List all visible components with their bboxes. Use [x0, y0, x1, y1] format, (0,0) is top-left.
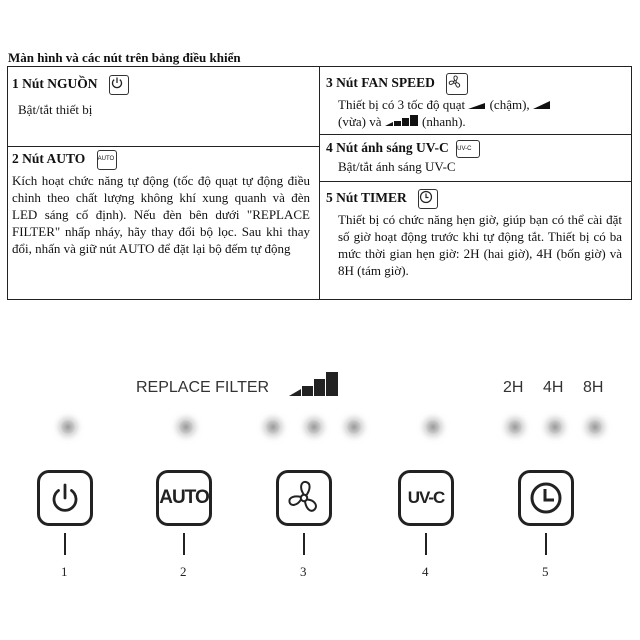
cell-fan-speed [326, 73, 626, 130]
uv-c-icon: UV-C [456, 140, 480, 158]
cell-timer-title [326, 189, 622, 209]
callout-number-3: 3 [300, 564, 307, 579]
led-replace-filter [179, 420, 193, 434]
power-icon [48, 481, 82, 515]
cell-uvc [326, 139, 626, 175]
cell-power-title [12, 75, 312, 95]
callout-line-4 [425, 533, 427, 555]
led-speed-high [347, 420, 361, 434]
callout-line-5 [545, 533, 547, 555]
led-speed-low [266, 420, 280, 434]
cell-fan-speed-title [326, 73, 626, 95]
cell-fan-speed-title-text: 3 Nút FAN SPEED [326, 75, 435, 91]
fan-icon [446, 73, 468, 95]
cell-fan-speed-text [326, 96, 626, 130]
callout-line-3 [303, 533, 305, 555]
control-panel [0, 352, 640, 592]
led-replace-filter-left [61, 420, 75, 434]
medium-speed-icon [533, 100, 551, 109]
uv-c-button-label: UV-C [407, 488, 445, 507]
timer-8h-label: 8H [583, 379, 604, 396]
table-divider-vertical [319, 67, 320, 299]
cell-auto-title [12, 150, 310, 170]
cell-power-title-text: 1 Nút NGUỒN [12, 76, 98, 92]
cell-timer [326, 189, 622, 279]
cell-power-text: Bật/tắt thiết bị [18, 102, 93, 117]
led-timer-2h [508, 420, 522, 434]
slow-speed-icon [468, 100, 486, 109]
fan-speed-text-c: (vừa) và [338, 114, 382, 129]
callout-number-5: 5 [542, 564, 549, 579]
auto-button-label: AUTO [159, 487, 209, 508]
control-table [7, 66, 632, 300]
led-speed-medium [307, 420, 321, 434]
timer-button[interactable] [518, 470, 574, 526]
cell-auto-text: Kích hoạt chức năng tự động (tốc độ quạt tự động điều chỉnh theo chất lượng không khí xung quanh và đèn LED sáng cố định). Nếu đèn bên dưới "REPLACE FILTER" nhấp nháy, hãy thay đổi bộ lọc. Sau khi thay đổi, nhấn và giữ nút AUTO để đặt lại bộ đếm tự động [12, 173, 310, 256]
fan-speed-bars-icon [289, 372, 339, 396]
power-icon [109, 75, 129, 95]
replace-filter-label: REPLACE FILTER [136, 379, 270, 396]
table-divider-right-2 [319, 181, 631, 182]
fan-speed-text-d: (nhanh). [422, 114, 466, 129]
cell-uvc-title [326, 139, 626, 158]
led-timer-4h [548, 420, 562, 434]
clock-icon [418, 189, 438, 209]
callout-line-1 [64, 533, 66, 555]
table-divider-left [8, 146, 319, 147]
led-uv-c [426, 420, 440, 434]
fan-speed-text-b: (chậm), [489, 97, 530, 112]
cell-power [12, 75, 312, 118]
uv-c-button[interactable] [398, 470, 454, 526]
timer-2h-label: 2H [503, 379, 524, 396]
callout-number-4: 4 [422, 564, 429, 579]
fan-icon [284, 478, 324, 518]
cell-auto-title-text: 2 Nút AUTO [12, 151, 86, 167]
callout-line-2 [183, 533, 185, 555]
fan-speed-text-a: Thiết bị có 3 tốc độ quạt [338, 97, 466, 112]
cell-auto [12, 150, 310, 257]
table-divider-right-1 [319, 134, 631, 135]
cell-timer-text: Thiết bị có chức năng hẹn giờ, giúp bạn có thể cài đặt số giờ hoạt động trước khi tự động tắt. Thiết bị có ba mức thời gian hẹn giờ: 2H (hai giờ), 4H (bốn giờ) và 8H (tám giờ). [338, 212, 622, 278]
callout-number-2: 2 [180, 564, 187, 579]
cell-timer-title-text: 5 Nút TIMER [326, 190, 407, 206]
page-heading: Màn hình và các nút trên bảng điều khiển [8, 50, 241, 65]
auto-icon: AUTO [97, 150, 117, 170]
cell-uvc-text: Bật/tắt ánh sáng UV-C [338, 158, 456, 174]
cell-uvc-title-text: 4 Nút ánh sáng UV-C [326, 140, 449, 155]
fan-speed-button[interactable] [276, 470, 332, 526]
timer-4h-label: 4H [543, 379, 564, 396]
auto-button[interactable] [156, 470, 212, 526]
callout-number-1: 1 [61, 564, 68, 579]
led-timer-8h [588, 420, 602, 434]
fast-speed-icon [385, 115, 419, 126]
power-button[interactable] [37, 470, 93, 526]
clock-icon [528, 480, 564, 516]
